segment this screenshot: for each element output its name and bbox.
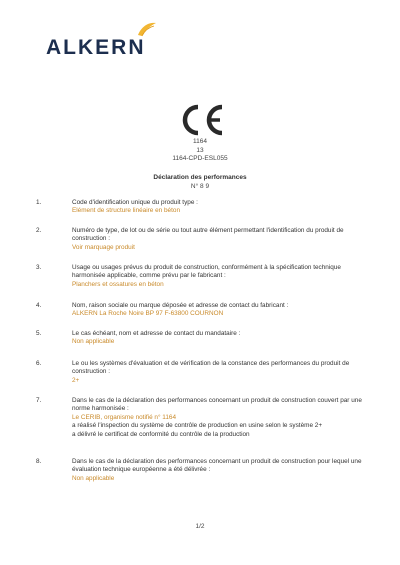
- list-item: 8. Dans le cas de la déclaration des performances concernant un produit de construction pour lequel une évaluation technique européenne a été délivrée : Non applicable: [36, 458, 362, 482]
- list-item: 4. Nom, raison sociale ou marque déposée et adresse de contact du fabricant : ALKERN La Roche Noire BP 97 F-63800 COURNON: [36, 302, 289, 318]
- list-item: 2. Numéro de type, de lot ou de série ou tout autre élément permettant l'identification du produit de construction : Voir marquage produit: [36, 227, 344, 251]
- page-number: 1/2: [195, 523, 205, 530]
- cert-id: 1164-CPD-ESL055: [172, 155, 228, 162]
- list-item: 5. Le cas échéant, nom et adresse de contact du mandataire : Non applicable: [36, 330, 241, 346]
- document-title: Déclaration des performances: [153, 174, 247, 181]
- list-item: 6. Le ou les systèmes d'évaluation et de vérification de la constance des performances du produit de construction : 2+: [36, 360, 350, 384]
- logo-text: ALKERN: [46, 36, 146, 58]
- cert-year: 1164: [193, 138, 207, 145]
- ce-mark-icon: [176, 104, 226, 136]
- list-item: 1. Code d'identification unique du produit type : Elément de structure linéaire en béton: [36, 199, 198, 215]
- list-item: 3. Usage ou usages prévus du produit de construction, conformément à la spécification technique harmonisée applicable, comme prévu par le fabricant : Planchers et ossatures en béton: [36, 264, 341, 288]
- document-number: N° 8 9: [190, 183, 210, 190]
- cert-number: 13: [196, 146, 204, 154]
- list-item: 7. Dans le cas de la déclaration des performances concernant un produit de construction couvert par une norme harmonisée : Le CERIB, organisme notifié n° 1164 a réalisé l'inspection du système de contrôle de production en usine selon le système 2+ a délivré le certificat de conformité du contrôle de la production: [36, 397, 362, 438]
- alkern-logo: [46, 22, 186, 58]
- certification-info: [150, 138, 250, 164]
